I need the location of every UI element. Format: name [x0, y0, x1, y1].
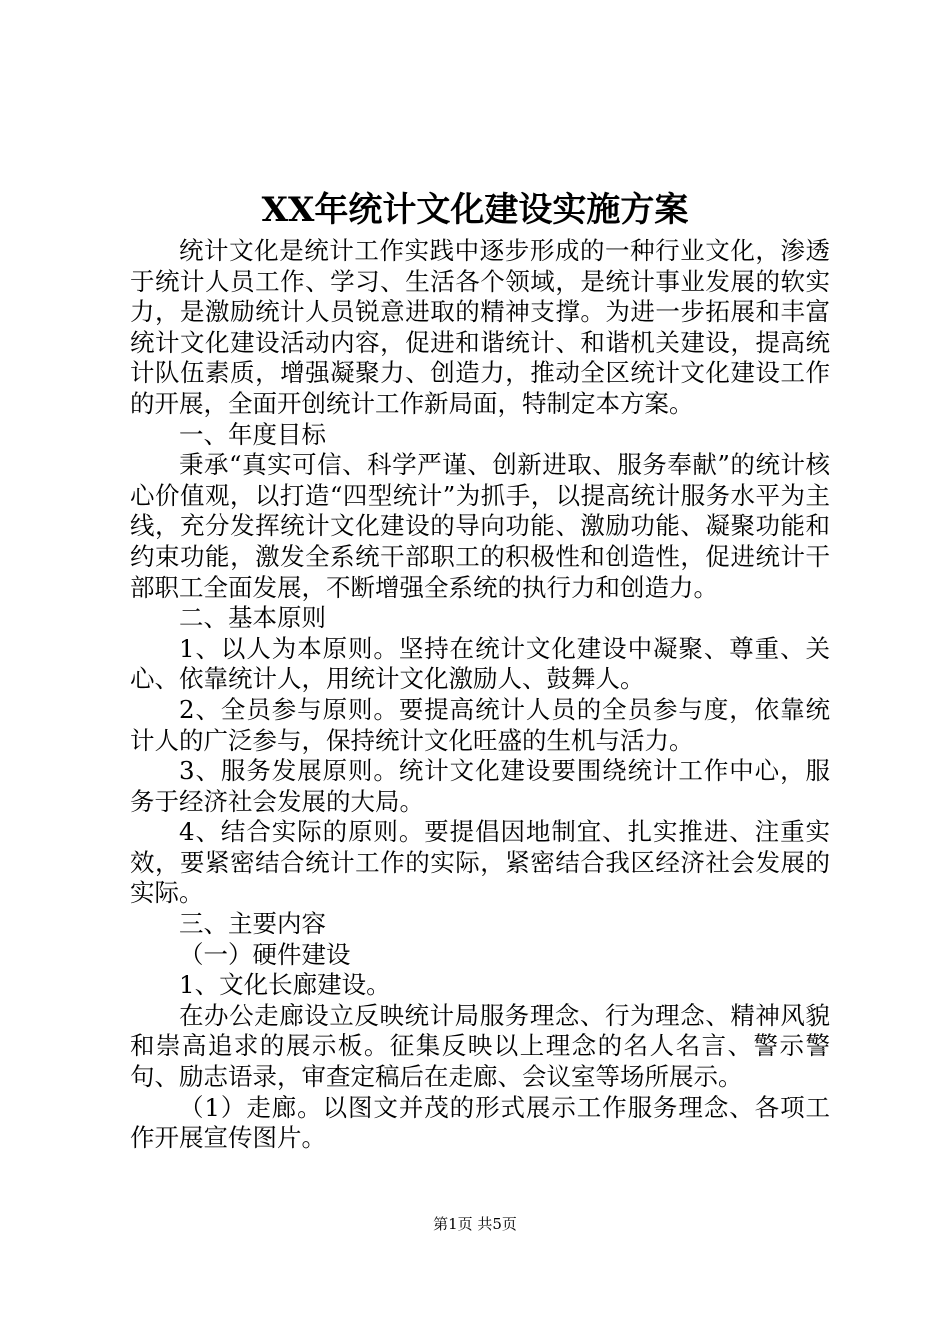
principle-item-1: 1、以人为本原则。坚持在统计文化建设中凝聚、尊重、关心、依靠统计人，用统计文化激励人、鼓舞人。	[130, 633, 830, 694]
subsection-heading-hardware: （一）硬件建设	[179, 939, 351, 969]
item-heading-culture-corridor: 1、文化长廊建设。	[179, 970, 391, 1000]
section-heading-main-content: 三、主要内容	[179, 909, 326, 939]
principle-item-4: 4、结合实际的原则。要提倡因地制宜、扎实推进、注重实效，要紧密结合统计工作的实际，紧密结合我区经济社会发展的实际。	[130, 817, 830, 908]
corridor-subitem-1: （1）走廊。以图文并茂的形式展示工作服务理念、各项工作开展宣传图片。	[130, 1092, 830, 1153]
document-body	[130, 236, 830, 1154]
document-title: XX年统计文化建设实施方案	[261, 190, 689, 230]
annual-goals-paragraph: 秉承“真实可信、科学严谨、创新进取、服务奉献”的统计核心价值观，以打造“四型统计”为抓手，以提高统计服务水平为主线，充分发挥统计文化建设的导向功能、激励功能、凝聚功能和约束功能，激发全系统干部职工的积极性和创造性，促进统计干部职工全面发展，不断增强全系统的执行力和创造力。	[130, 450, 830, 602]
intro-paragraph: 统计文化是统计工作实践中逐步形成的一种行业文化，渗透于统计人员工作、学习、生活各个领域，是统计事业发展的软实力，是激励统计人员锐意进取的精神支撑。为进一步拓展和丰富统计文化建设活动内容，促进和谐统计、和谐机关建设，提高统计队伍素质，增强凝聚力、创造力，推动全区统计文化建设工作的开展，全面开创统计工作新局面，特制定本方案。	[130, 236, 830, 418]
principle-item-2: 2、全员参与原则。要提高统计人员的全员参与度，依靠统计人的广泛参与，保持统计文化旺盛的生机与活力。	[130, 694, 830, 755]
principle-item-3: 3、服务发展原则。统计文化建设要围绕统计工作中心，服务于经济社会发展的大局。	[130, 756, 830, 816]
section-heading-annual-goals: 一、年度目标	[179, 419, 326, 449]
page-footer: 第1页 共5页	[433, 1215, 517, 1233]
section-heading-basic-principles: 二、基本原则	[179, 603, 326, 633]
culture-corridor-paragraph: 在办公走廊设立反映统计局服务理念、行为理念、精神风貌和崇高追求的展示板。征集反映以上理念的名人名言、警示警句、励志语录，审查定稿后在走廊、会议室等场所展示。	[130, 1000, 830, 1092]
